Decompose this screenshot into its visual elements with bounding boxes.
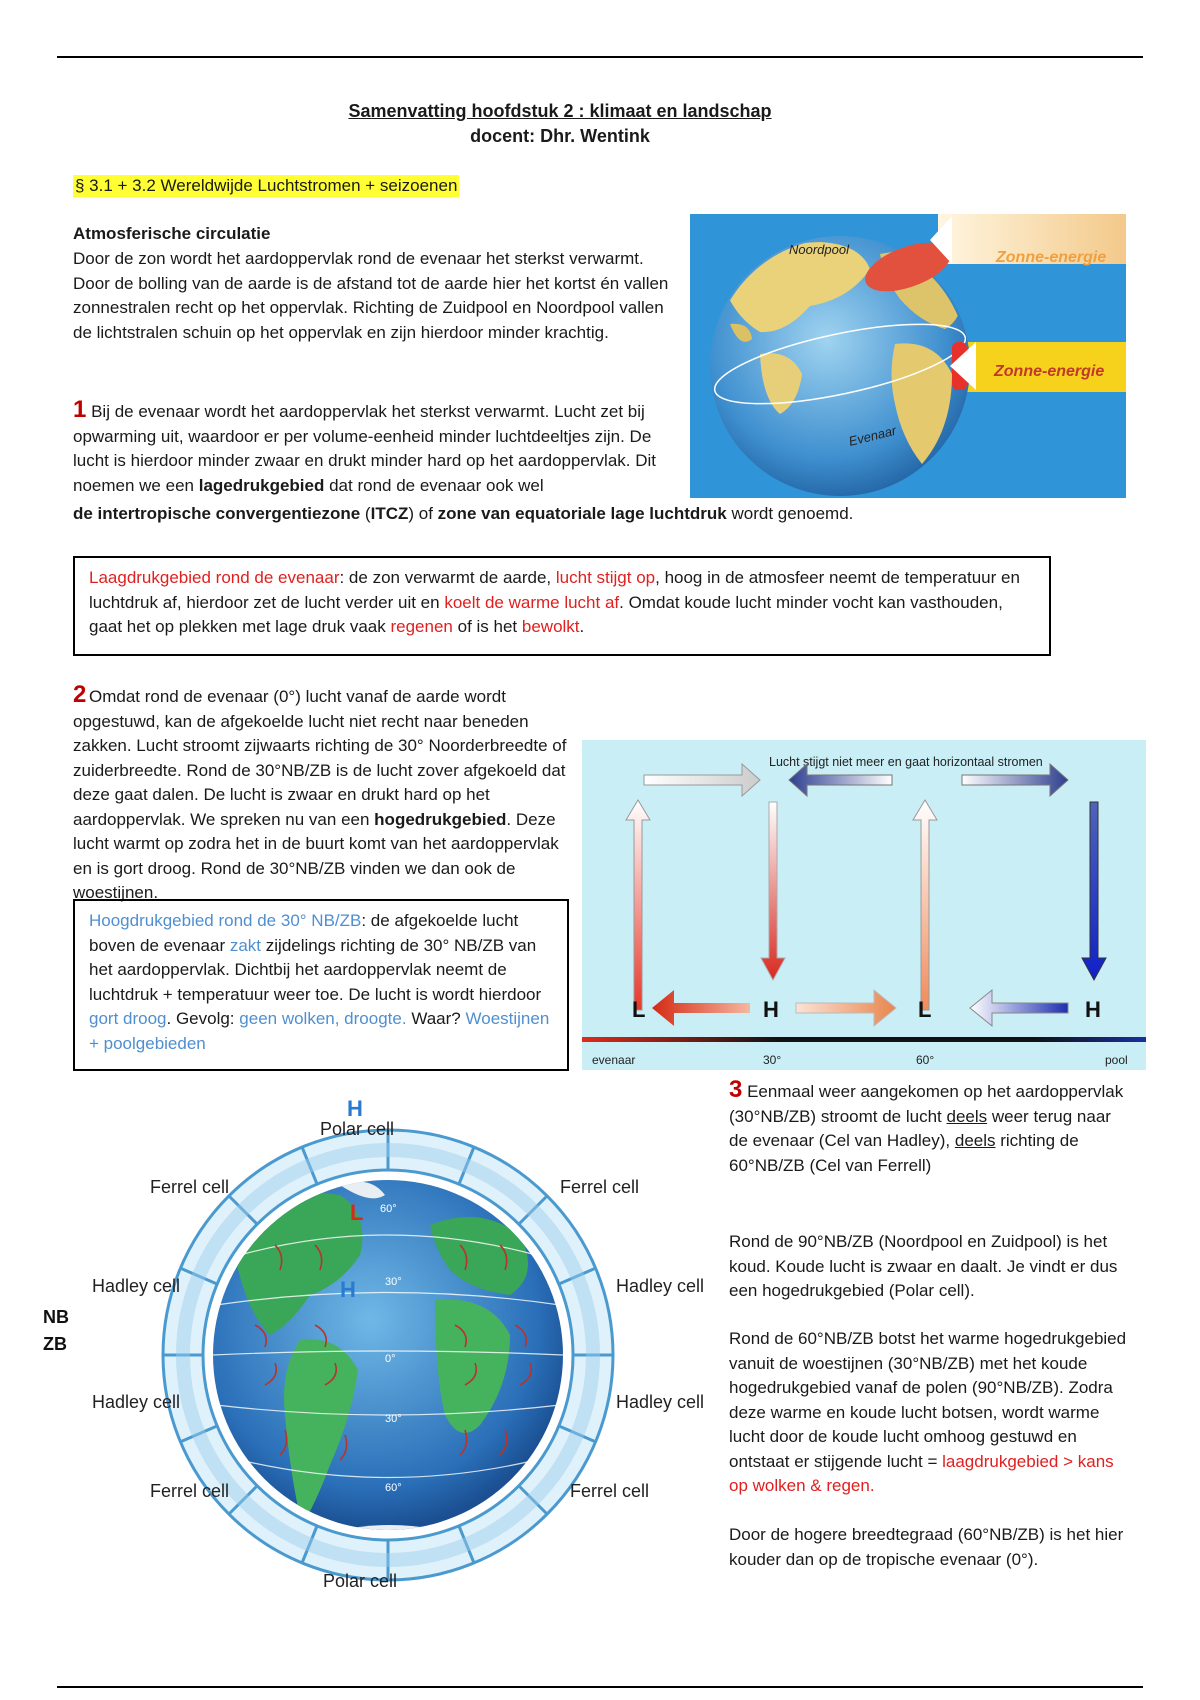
globe-lat-60s: 60° bbox=[385, 1482, 402, 1494]
axis-pool: pool bbox=[1105, 1053, 1128, 1067]
box-hogedruk-text: Hoogdrukgebied rond de 30° NB/ZB: de afgekoelde lucht boven de evenaar zakt zijdelings richting de 30° NB/ZB van het aardoppervlak. Dichtbij het aardoppervlak neemt de luchtdruk + temperatuur weer toe. De lucht is wordt hierdoor gort droog. Gevolg: geen wolken, droogte. Waar? Woestijnen + poolgebieden bbox=[89, 911, 550, 1053]
point2-number: 2 bbox=[73, 681, 87, 708]
label-energy-bottom: Zonne-energie bbox=[994, 363, 1105, 380]
globe-lat-60n: 60° bbox=[380, 1203, 397, 1215]
pressure-H-30: H bbox=[763, 997, 779, 1022]
bottom-rule bbox=[57, 1686, 1143, 1688]
axis-60: 60° bbox=[916, 1053, 935, 1067]
label-polar-top: Polar cell bbox=[320, 1119, 395, 1139]
box-hogedruk bbox=[73, 899, 569, 1071]
globe-L: L bbox=[350, 1200, 364, 1225]
globe-lat-30n: 30° bbox=[385, 1276, 402, 1288]
axis-evenaar: evenaar bbox=[592, 1053, 636, 1067]
box-lagedruk-text: Laagdrukgebied rond de evenaar: de zon verwarmt de aarde, lucht stijgt op, hoog in de atmosfeer neemt de temperatuur en luchtdruk af, hierdoor zet de lucht verder uit en koelt de warme lucht af. Omdat koude lucht minder vocht kan vasthouden, gaat het op plekken met lage druk vaak regenen of is het bewolkt. bbox=[89, 568, 1020, 636]
pressure-L-equator: L bbox=[632, 997, 646, 1022]
label-energy-top: Zonne-energie bbox=[996, 249, 1107, 266]
label-evenaar: Evenaar bbox=[847, 422, 898, 449]
point3-60-collision: Rond de 60°NB/ZB botst het warme hogedrukgebied vanuit de woestijnen (30°NB/ZB) met het koude hogedrukgebied vanaf de polen (90°NB/ZB). Zodra deze warme en koude lucht botsen, wordt warme lucht door de koude lucht omhoog gestuwd en ontstaat er stijgende lucht = laagdrukgebied > kans op wolken & regen. bbox=[729, 1329, 1127, 1495]
point1-paragraph: 1 Bij de evenaar wordt het aardoppervlak het sterkst verwarmt. Lucht zet bij opwarming uit, waardoor er per volume-eenheid minder luchtdeeltjes zijn. De lucht is hierdoor minder zwaar en drukt minder hard op het aardoppervlak. Dit noemen we een lagedrukgebied dat rond de evenaar ook wel bbox=[73, 396, 657, 495]
atmos-intro: Door de zon wordt het aardoppervlak rond de evenaar het sterkst verwarmt. Door de bolling van de aarde is de afstand tot de aarde hier het kortst én vallen zonnestralen recht op het oppervlak. Richting de Zuidpool en Noordpool vallen de lichtstralen schuin op het oppervlak en zijn hierdoor minder krachtig. bbox=[73, 249, 669, 342]
label-nb: NB bbox=[43, 1307, 69, 1327]
cells-top-caption: Lucht stijgt niet meer en gaat horizontaal stromen bbox=[769, 755, 1043, 769]
label-ferrel-bl: Ferrel cell bbox=[150, 1481, 230, 1501]
ground-line bbox=[582, 1037, 1146, 1042]
globe-H: H bbox=[340, 1277, 356, 1302]
point3-latitude: Door de hogere breedtegraad (60°NB/ZB) is het hier kouder dan op de tropische evenaar (0°). bbox=[729, 1525, 1124, 1569]
label-hadley-tl: Hadley cell bbox=[92, 1276, 181, 1296]
label-hadley-tr: Hadley cell bbox=[616, 1276, 705, 1296]
globe-lat-30s: 30° bbox=[385, 1413, 402, 1425]
globe-top-H: H bbox=[347, 1096, 363, 1121]
point3-polar: Rond de 90°NB/ZB (Noordpool en Zuidpool) is het koud. Koude lucht is zwaar en daalt. Je vindt er dus een hogedrukgebied (Polar cell). bbox=[729, 1232, 1118, 1300]
top-rule bbox=[57, 56, 1143, 58]
axis-30: 30° bbox=[763, 1053, 782, 1067]
label-noordpool: Noordpool bbox=[789, 242, 849, 257]
figure-globe-cells bbox=[40, 1085, 710, 1605]
globe-lat-0: 0° bbox=[385, 1353, 396, 1365]
label-zb: ZB bbox=[43, 1334, 67, 1354]
section-heading: § 3.1 + 3.2 Wereldwijde Luchtstromen + seizoenen bbox=[75, 176, 458, 195]
page-title: Samenvatting hoofdstuk 2 : klimaat en landschap bbox=[348, 101, 772, 121]
point3-number: 3 bbox=[729, 1076, 743, 1103]
point3-paragraph: 3 Eenmaal weer aangekomen op het aardoppervlak (30°NB/ZB) stroomt de lucht deels weer terug naar de evenaar (Cel van Hadley), deels richting de 60°NB/ZB (Cel van Ferrell) bbox=[729, 1076, 1124, 1175]
label-ferrel-br: Ferrel cell bbox=[570, 1481, 650, 1501]
figure-sun-energy bbox=[690, 214, 1126, 498]
point1-number: 1 bbox=[73, 396, 87, 423]
figure-circulation-cells bbox=[582, 740, 1146, 1070]
atmos-heading: Atmosferische circulatie bbox=[73, 224, 271, 243]
label-ferrel-tl: Ferrel cell bbox=[150, 1177, 230, 1197]
label-polar-bottom: Polar cell bbox=[323, 1571, 398, 1591]
label-hadley-bl: Hadley cell bbox=[92, 1392, 181, 1412]
pressure-L-60: L bbox=[918, 997, 932, 1022]
box-lagedruk bbox=[73, 556, 1051, 656]
teacher-line: docent: Dhr. Wentink bbox=[470, 126, 650, 146]
label-hadley-br: Hadley cell bbox=[616, 1392, 705, 1412]
label-ferrel-tr: Ferrel cell bbox=[560, 1177, 640, 1197]
pressure-H-pole: H bbox=[1085, 997, 1101, 1022]
point1-continuation: de intertropische convergentiezone (ITCZ) of zone van equatoriale lage luchtdruk wordt genoemd. bbox=[73, 504, 854, 523]
point2-paragraph: Omdat rond de evenaar (0°) lucht vanaf de aarde wordt opgestuwd, kan de afgekoelde lucht niet recht naar beneden zakken. Lucht stroomt zijwaarts richting de 30° Noorderbreedte of zuiderbreedte. Rond de 30°NB/ZB is de lucht zover afgekoeld dat deze gaat dalen. De lucht is zwaar en drukt hard op het aardoppervlak. We spreken nu van een hogedrukgebied. Deze lucht warmt op zodra het in de buurt komt van het aardoppervlak en is gort droog. Rond de 30°NB/ZB vinden we dan ook de woestijnen. bbox=[73, 687, 567, 902]
